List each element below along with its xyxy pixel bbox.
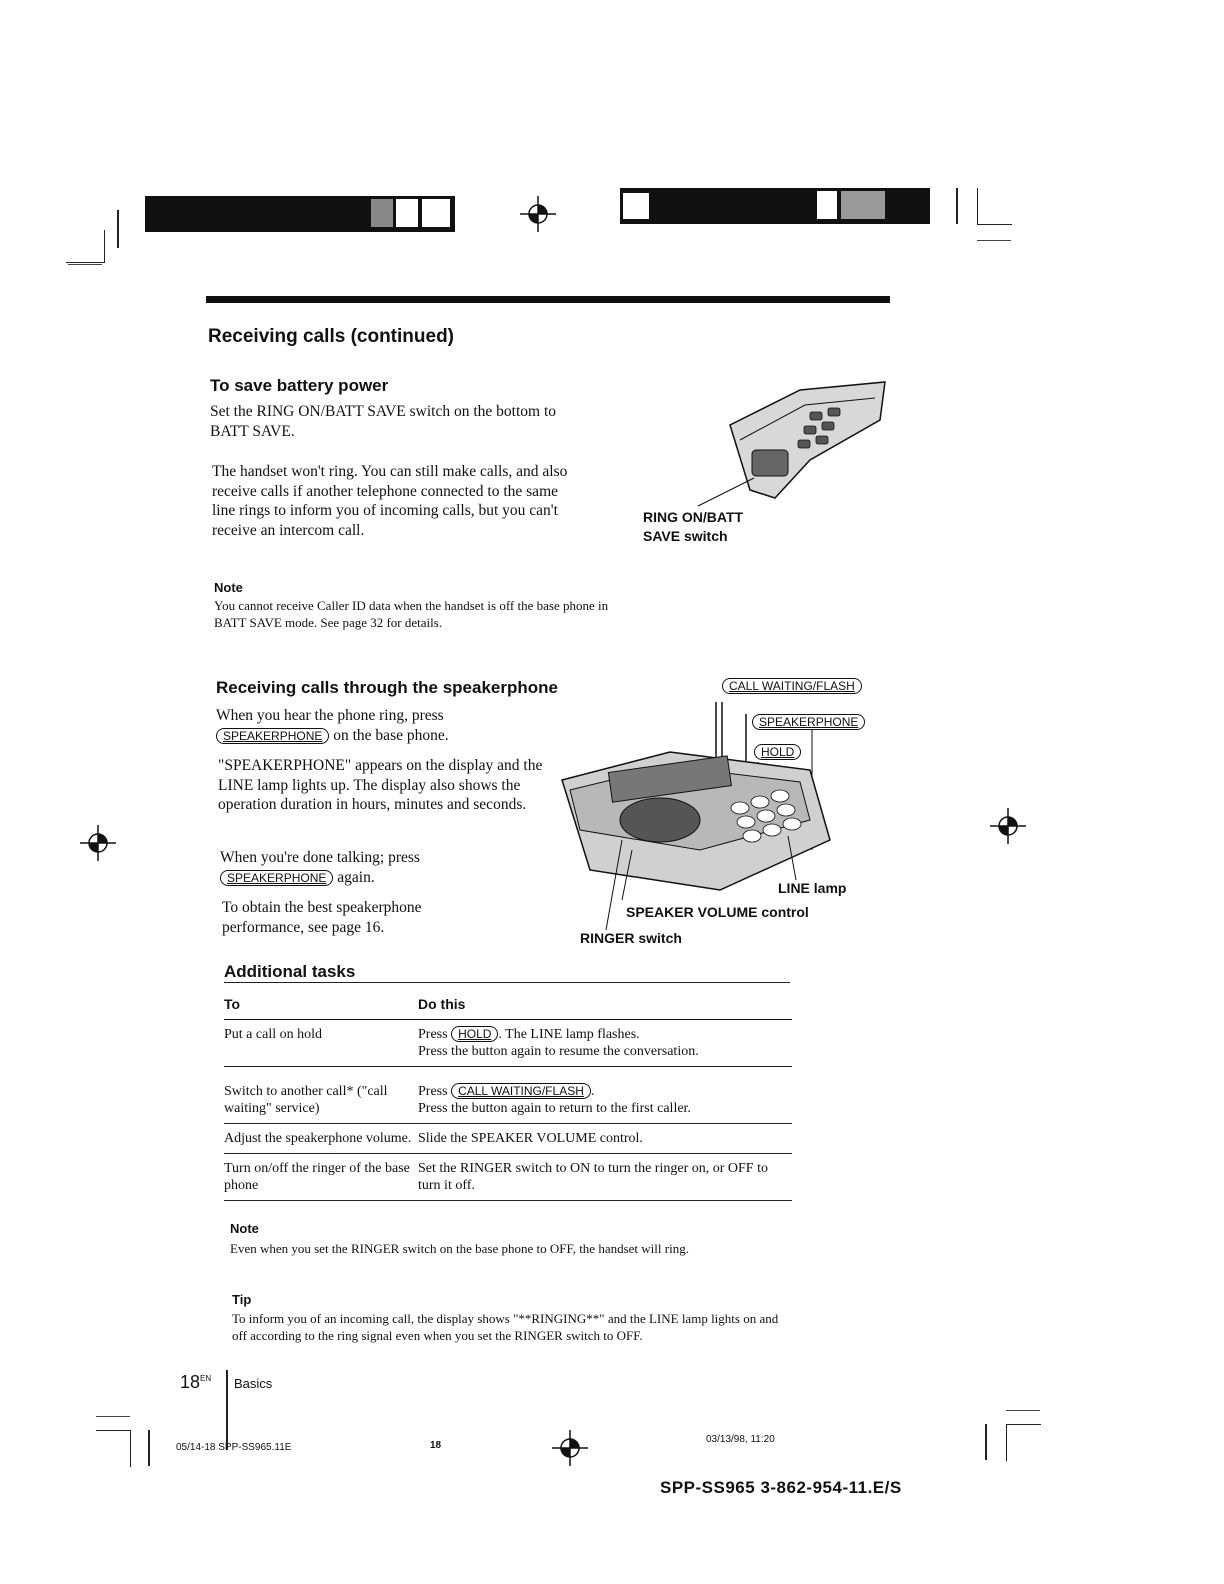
speaker-para-4: To obtain the best speakerphone performance, see page 16. — [222, 899, 422, 936]
fig-call-waiting-key: CALL WAITING/FLASH — [722, 678, 862, 694]
table-row — [224, 1154, 792, 1201]
crop-mark-bottom-left-2 — [148, 1430, 150, 1466]
row-to: Switch to another call* ("call waiting" service) — [224, 1067, 418, 1124]
call-waiting-key: CALL WAITING/FLASH — [451, 1083, 591, 1099]
battery-note-text: You cannot receive Caller ID data when the handset is off the base phone in BATT SAVE mode. See page 32 for details. — [214, 598, 609, 630]
row-to: Adjust the speakerphone volume. — [224, 1124, 418, 1154]
crop-mark-top-right — [956, 188, 958, 224]
crop-mark-top-left-2 — [117, 210, 119, 248]
registration-mark-right — [990, 808, 1026, 844]
tip-heading: Tip — [232, 1292, 252, 1307]
tasks-table-header — [224, 990, 792, 1020]
page-divider — [226, 1370, 228, 1450]
battery-para-2: The handset won't ring. You can still make calls, and also receive calls if another telephone connected to the same line rings to inform you of incoming calls, but you can't receive an intercom call. — [212, 463, 568, 539]
row-to: Turn on/off the ringer of the base phone — [224, 1154, 418, 1201]
registration-mark-bottom — [552, 1430, 588, 1466]
fig-speaker-volume-label: SPEAKER VOLUME control — [626, 904, 809, 920]
row-do: Press CALL WAITING/FLASH . Press the button again to return to the first caller. — [418, 1067, 792, 1124]
fig-ringer-switch-label: RINGER switch — [580, 930, 682, 946]
fig-hold-key: HOLD — [754, 744, 801, 760]
print-info-left: 05/14-18 SPP-SS965.11E — [176, 1442, 292, 1453]
battery-para-1: Set the RING ON/BATT SAVE switch on the bottom to BATT SAVE. — [210, 403, 557, 440]
fig-speakerphone-key: SPEAKERPHONE — [752, 714, 865, 730]
speaker-para-1: When you hear the phone ring, press SPEAKERPHONE on the base phone. — [216, 707, 449, 744]
fig-line-lamp-label: LINE lamp — [778, 880, 847, 896]
tasks-table — [224, 990, 792, 1201]
tip-text: To inform you of an incoming call, the display shows "**RINGING**" and the LINE lamp lights on and off according to the ring signal even when you set the RINGER switch to OFF. — [232, 1311, 779, 1343]
crop-mark-bottom-left — [96, 1430, 131, 1467]
crop-mark-bottom-left-3 — [96, 1416, 130, 1417]
crop-mark-bottom-right — [985, 1424, 987, 1460]
col-to-header: To — [224, 990, 418, 1020]
col-do-header: Do this — [418, 990, 792, 1020]
crop-mark-top-right-2 — [977, 188, 1012, 225]
tasks-heading-rule — [224, 982, 790, 983]
tasks-heading: Additional tasks — [224, 962, 356, 981]
color-bar-left — [145, 196, 455, 232]
speaker-para-2: "SPEAKERPHONE" appears on the display and the LINE lamp lights up. The display also shows the operation duration in hours, minutes and seconds. — [218, 757, 543, 813]
table-row — [224, 1020, 792, 1067]
crop-mark-bottom-right-2 — [1006, 1424, 1041, 1461]
row-do: Press HOLD . The LINE lamp flashes. Press the button again to resume the conversation. — [418, 1020, 792, 1067]
table-row — [224, 1067, 792, 1124]
color-bar-right — [620, 188, 930, 224]
page-number: $18^{EN}$ — [180, 1372, 212, 1392]
speakerphone-key: SPEAKERPHONE — [216, 728, 329, 744]
speakerphone-heading: Receiving calls through the speakerphone — [216, 678, 558, 697]
registration-mark-left — [80, 825, 116, 861]
crop-mark-top-left — [66, 230, 105, 263]
page-title: Receiving calls (continued) — [208, 326, 454, 347]
tasks-note-heading: Note — [230, 1221, 259, 1236]
crop-mark-bottom-right-3 — [1006, 1410, 1040, 1411]
row-to: Put a call on hold — [224, 1020, 418, 1067]
ring-batt-save-label: RING ON/BATT SAVE switch — [643, 509, 744, 544]
print-info-page: 18 — [430, 1440, 442, 1451]
model-code: SPP-SS965 3-862-954-11.E/S — [660, 1478, 902, 1497]
handset-bottom-illustration — [690, 380, 890, 510]
speakerphone-key-2: SPEAKERPHONE — [220, 870, 333, 886]
header-rule — [206, 296, 890, 303]
hold-key: HOLD — [451, 1026, 498, 1042]
section-name: Basics — [234, 1376, 273, 1391]
speaker-para-3: When you're done talking; press SPEAKERPHONE again. — [220, 849, 420, 886]
tasks-note-text: Even when you set the RINGER switch on the base phone to OFF, the handset will ring. — [230, 1241, 689, 1256]
crop-mark-top-left-3 — [68, 264, 102, 265]
registration-mark-top — [520, 196, 556, 232]
battery-heading: To save battery power — [210, 376, 389, 395]
crop-mark-top-right-3 — [977, 240, 1011, 241]
row-do: Set the RINGER switch to ON to turn the ringer on, or OFF to turn it off. — [418, 1154, 792, 1201]
row-do: Slide the SPEAKER VOLUME control. — [418, 1124, 792, 1154]
print-info-date: 03/13/98, 11:20 — [706, 1434, 775, 1445]
battery-note-heading: Note — [214, 580, 243, 595]
table-row — [224, 1124, 792, 1154]
